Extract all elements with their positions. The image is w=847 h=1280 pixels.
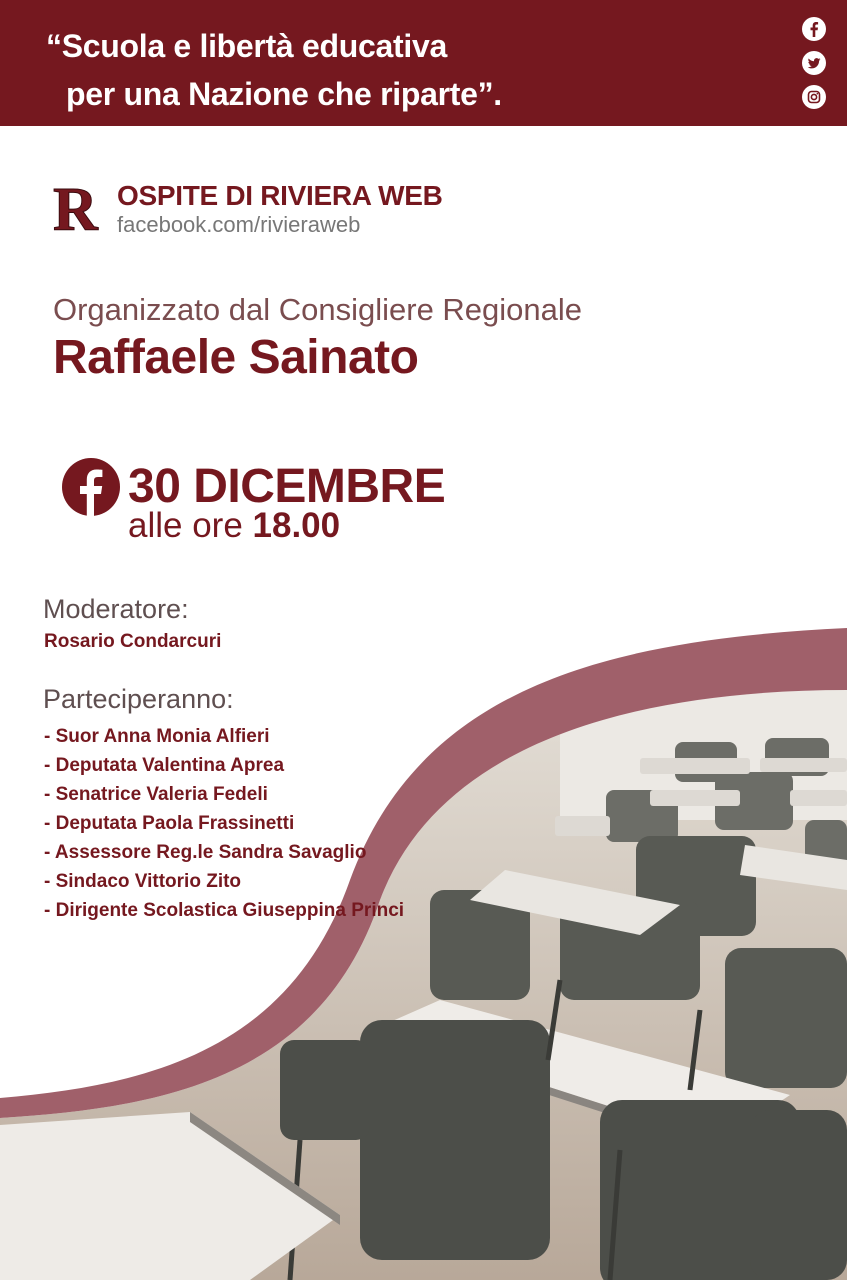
list-item: - Dirigente Scolastica Giuseppina Princi bbox=[44, 900, 405, 921]
participants-label: Parteciperanno: bbox=[43, 684, 234, 714]
event-time-value: 18.00 bbox=[252, 506, 341, 545]
riviera-web-logo bbox=[52, 178, 108, 238]
moderator-name: Rosario Condarcuri bbox=[44, 631, 222, 652]
facebook-live-icon bbox=[62, 458, 120, 516]
twitter-icon[interactable] bbox=[801, 50, 827, 76]
list-item: - Deputata Valentina Aprea bbox=[44, 755, 285, 776]
list-item: - Sindaco Vittorio Zito bbox=[44, 871, 242, 892]
quote-line-1: “Scuola e libertà educativa bbox=[46, 28, 447, 64]
facebook-icon[interactable] bbox=[801, 16, 827, 42]
organizer-name: Raffaele Sainato bbox=[53, 331, 419, 384]
headline-quote bbox=[46, 22, 502, 118]
moderator-label: Moderatore: bbox=[43, 594, 189, 624]
event-time bbox=[128, 506, 340, 546]
list-item: - Suor Anna Monia Alfieri bbox=[44, 726, 270, 747]
organizer-intro: Organizzato dal Consigliere Regionale bbox=[53, 292, 583, 327]
event-time-prefix: alle ore bbox=[128, 506, 253, 545]
brand-url[interactable]: facebook.com/rivieraweb bbox=[117, 212, 361, 237]
brand-title: OSPITE DI RIVIERA WEB bbox=[117, 180, 443, 211]
list-item: - Senatrice Valeria Fedeli bbox=[44, 784, 268, 805]
social-icons bbox=[801, 16, 827, 118]
svg-text:R: R bbox=[53, 178, 98, 238]
list-item: - Assessore Reg.le Sandra Savaglio bbox=[44, 842, 367, 863]
event-date: 30 DICEMBRE bbox=[128, 460, 446, 513]
participants-list bbox=[44, 722, 404, 925]
instagram-icon[interactable] bbox=[801, 84, 827, 110]
header-bar bbox=[0, 0, 847, 126]
list-item: - Deputata Paola Frassinetti bbox=[44, 813, 295, 834]
quote-line-2: per una Nazione che riparte”. bbox=[66, 76, 502, 112]
